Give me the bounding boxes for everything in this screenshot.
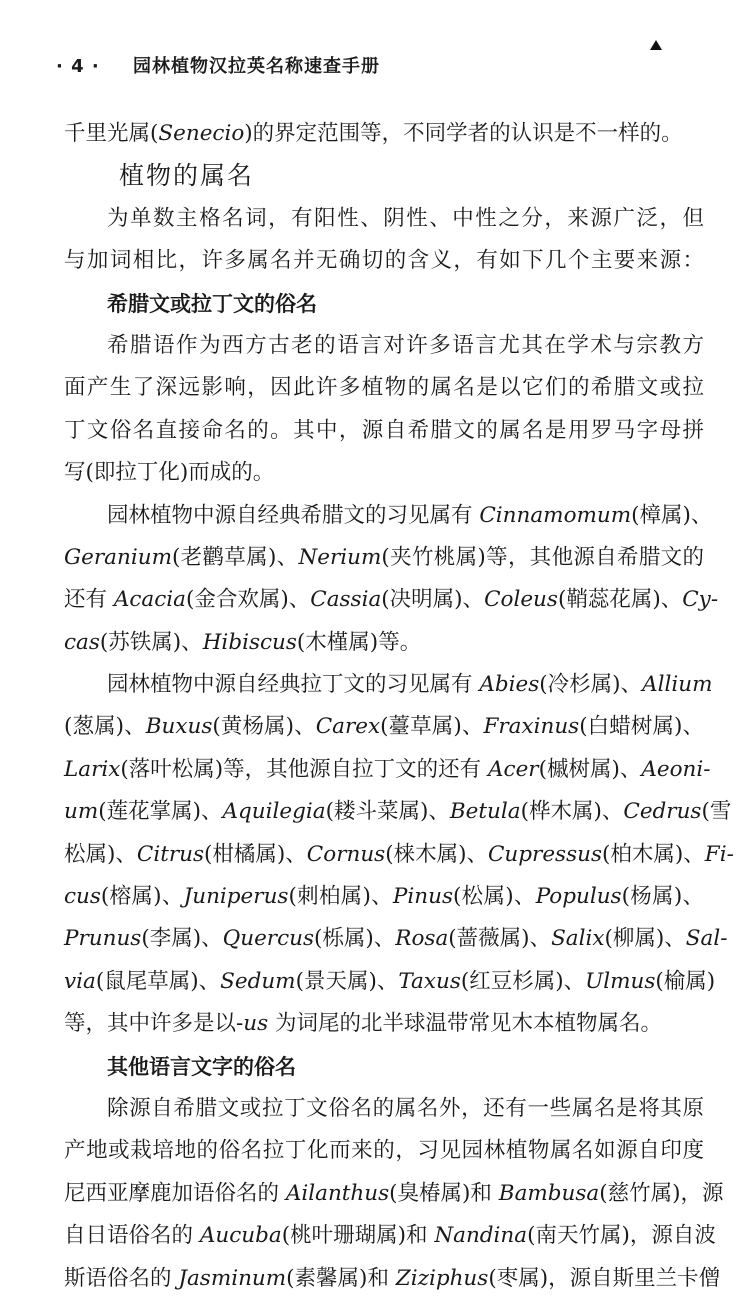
text-line: 斯语俗名的 Jasminum(素馨属)和 Ziziphus(枣属)，源自斯里兰卡僧 [64,1265,721,1291]
book-title: 园林植物汉拉英名称速查手册 [133,56,381,77]
text-line: 尼西亚摩鹿加语俗名的 Ailanthus(臭椿属)和 Bambusa(慈竹属)，源 [64,1180,724,1206]
text-line: 与加词相比，许多属名并无确切的含义，有如下几个主要来源： [64,248,704,274]
text-line: cas(苏铁属)、Hibiscus(木槿属)等。 [64,629,422,655]
text-line: Geranium(老鹳草属)、Nerium(夹竹桃属)等，其他源自希腊文的 [64,544,705,570]
text-line: via(鼠尾草属)、Sedum(景天属)、Taxus(红豆杉属)、Ulmus(榆属) [64,968,716,994]
text-line: 松属)、Citrus(柑橘属)、Cornus(梾木属)、Cupressus(柏木属)、Fi- [64,841,734,867]
text-line: 园林植物中源自经典希腊文的习见属有 Cinnamomum(樟属)、 [107,502,713,528]
section-heading: 植物的属名 [119,161,255,191]
section-heading: 其他语言文字的俗名 [107,1054,296,1079]
text-line: (葱属)、Buxus(黄杨属)、Carex(薹草属)、Fraxinus(白蜡树属)、 [64,714,705,740]
text-line: Prunus(李属)、Quercus(栎属)、Rosa(蔷薇属)、Salix(柳属)、Sal- [64,926,728,952]
text-line: 希腊语作为西方古老的语言对许多语言尤其在学术与宗教方 [107,332,704,358]
corner-mark-icon [650,40,662,50]
page-body [64,117,734,1304]
text-line: 除源自希腊文或拉丁文俗名的属名外，还有一些属名是将其原 [107,1095,704,1121]
text-line: 写(即拉丁化)而成的。 [64,460,275,486]
text-line: cus(榕属)、Juniperus(刺柏属)、Pinus(松属)、Populus(杨属)、 [64,884,704,910]
text-line: 自日语俗名的 Aucuba(桃叶珊瑚属)和 Nandina(南天竹属)，源自波 [64,1223,716,1249]
text-line: um(莲花掌属)、Aquilegia(耧斗菜属)、Betula(桦木属)、Cedrus(雪 [64,799,732,825]
text-line: 面产生了深远影响，因此许多植物的属名是以它们的希腊文或拉 [64,375,704,401]
text-line: 为单数主格名词，有阳性、阴性、中性之分，来源广泛，但 [107,205,704,231]
section-heading: 希腊文或拉丁文的俗名 [107,291,317,316]
text-line: 产地或栽培地的俗名拉丁化而来的，习见园林植物属名如源自印度 [64,1138,704,1164]
text-line: 千里光属(Senecio)的界定范围等，不同学者的认识是不一样的。 [64,121,683,146]
running-header [56,52,380,78]
text-line: Larix(落叶松属)等，其他源自拉丁文的还有 Acer(槭树属)、Aeoni- [64,756,711,782]
text-line: 等，其中许多是以-us 为词尾的北半球温带常见木本植物属名。 [64,1011,662,1037]
text-line: 还有 Acacia(金合欢属)、Cassia(决明属)、Coleus(鞘蕊花属)、Cy- [64,587,719,613]
page-number: · 4 · [56,56,100,77]
text-line: 园林植物中源自经典拉丁文的习见属有 Abies(冷杉属)、Allium [107,672,713,698]
text-line: 丁文俗名直接命名的。其中，源自希腊文的属名是用罗马字母拼 [64,417,704,443]
